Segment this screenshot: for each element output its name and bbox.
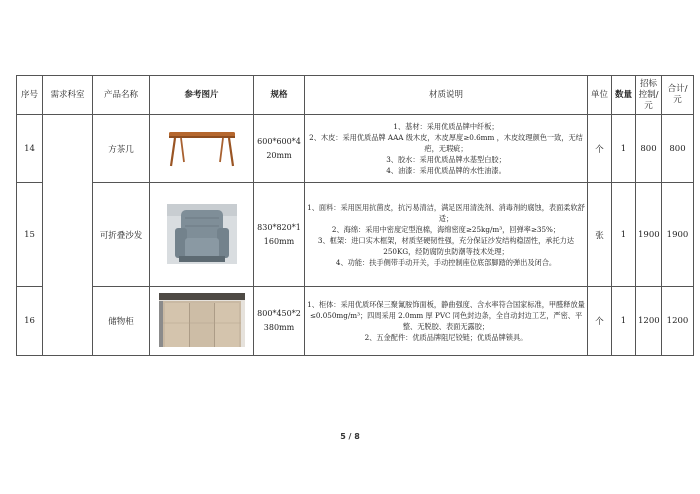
product-image-cell [150, 287, 254, 356]
page-number: 5 / 8 [340, 432, 360, 441]
desc-line: 3、框架：进口实木框架，材质坚硬韧性强，充分保证沙发结构稳固性，承托力达 250KG，经防腐防虫防潮等技术处理； [317, 235, 575, 256]
unit-cell: 张 [588, 183, 612, 287]
product-image-cell [150, 115, 254, 183]
desc-line: 1、柜体：采用优质环保三聚氰胺饰面板，静曲强度、含水率符合国家标准，甲醛释放量≤0.050mg/m³；四周采用 2.0mm 厚 PVC 同色封边条，全自动封边工艺，严密、平整、无脱胶、表面无露胶； [307, 300, 585, 331]
spec-size: 800*450*2380mm [254, 287, 305, 356]
desc-line: 1、面料：采用医用抗菌皮，抗污易清洁，满足医用清洗剂、消毒剂的腐蚀，表面柔软舒适； [307, 202, 585, 223]
price-cell: 800 [636, 115, 662, 183]
header-spec: 规格 [254, 76, 305, 115]
desc-line: 2、木皮：采用优质品牌 AAA 级木皮，木皮厚度≥0.6mm ，木皮纹理颜色一致，无结疤，无瑕疵； [309, 133, 583, 153]
header-room: 需求科室 [43, 76, 93, 115]
sofa-image [167, 204, 237, 264]
storage-cabinet-image [159, 293, 245, 347]
table-row [17, 183, 694, 287]
product-name: 可折叠沙发 [93, 183, 150, 287]
header-qty: 数量 [612, 76, 636, 115]
table-row [17, 115, 694, 183]
product-image-cell [150, 183, 254, 287]
header-ref-image: 参考图片 [150, 76, 254, 115]
qty-cell: 1 [612, 115, 636, 183]
unit-cell: 个 [588, 115, 612, 183]
product-name: 方茶几 [93, 115, 150, 183]
total-cell: 800 [662, 115, 694, 183]
header-product: 产品名称 [93, 76, 150, 115]
desc-line: 2、海绵：采用中密度定型泡棉，海绵密度≥25kg/m³，回弹率≥35%； [331, 224, 561, 234]
material-description [305, 183, 588, 287]
total-cell: 1900 [662, 183, 694, 287]
desc-line: 4、功能：扶手侧带手动开关，手动控制座位底部脚踏的弹出及闭合。 [335, 257, 557, 267]
price-cell: 1200 [636, 287, 662, 356]
qty-cell: 1 [612, 183, 636, 287]
row-number: 16 [17, 287, 43, 356]
header-total: 合计/元 [662, 76, 694, 115]
header-seq: 序号 [17, 76, 43, 115]
spec-size: 600*600*420mm [254, 115, 305, 183]
material-description [305, 115, 588, 183]
product-name: 储物柜 [93, 287, 150, 356]
header-price: 招标控制/元 [636, 76, 662, 115]
coffee-table-image [167, 126, 237, 170]
desc-line: 3、胶水：采用优质品牌水基型白胶； [386, 155, 506, 164]
row-number: 15 [17, 183, 43, 287]
price-cell: 1900 [636, 183, 662, 287]
furniture-spec-table [16, 75, 694, 356]
desc-line: 4、油漆：采用优质品牌的水性油漆。 [386, 166, 506, 175]
desc-line: 1、基材：采用优质品牌中纤板； [393, 122, 499, 131]
material-description [305, 287, 588, 356]
row-number: 14 [17, 115, 43, 183]
spec-size: 830*820*1160mm [254, 183, 305, 287]
total-cell: 1200 [662, 287, 694, 356]
unit-cell: 个 [588, 287, 612, 356]
desc-line: 2、五金配件：优质品牌阻尼铰链；优质品牌锁具。 [364, 333, 528, 342]
table-row [17, 287, 694, 356]
header-material: 材质说明 [305, 76, 588, 115]
qty-cell: 1 [612, 287, 636, 356]
room-cell [43, 115, 93, 356]
table-header-row [17, 76, 694, 115]
header-unit: 单位 [588, 76, 612, 115]
